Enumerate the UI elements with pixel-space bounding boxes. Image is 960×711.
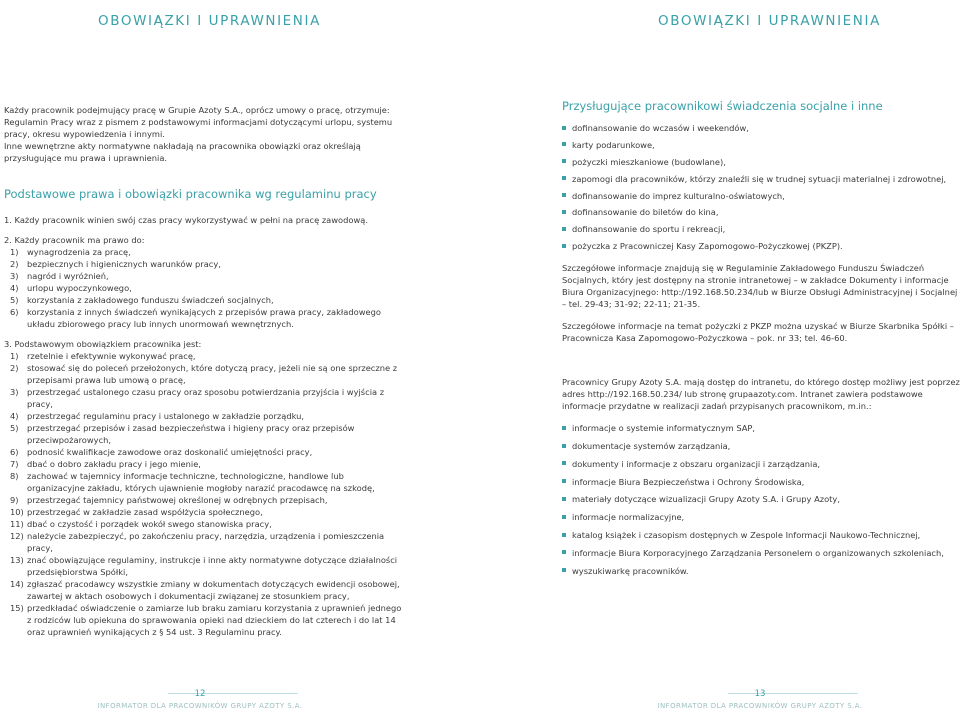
bullet-square-icon — [562, 176, 566, 180]
footer-text: INFORMATOR DLA PRACOWNIKÓW GRUPY AZOTY S.A. — [97, 702, 303, 710]
list-item — [562, 156, 960, 168]
bullet-square-icon — [562, 533, 566, 537]
item-text: dbać o czystość i porządek wokół swego stanowiska pracy, — [27, 519, 272, 529]
item-text: korzystania z zakładowego funduszu świadczeń socjalnych, — [27, 295, 274, 305]
item-text: rzetelnie i efektywnie wykonywać pracę, — [27, 351, 196, 361]
item-text: podnosić kwalifikacje zawodowe oraz doskonalić umiejętności pracy, — [27, 447, 313, 457]
point-2 — [4, 234, 404, 330]
item-number: 12) — [10, 531, 24, 541]
item-number: 6) — [10, 447, 19, 457]
item-number: 5) — [10, 295, 19, 305]
item-text: informacje normalizacyjne, — [572, 512, 685, 523]
point-3 — [4, 338, 404, 638]
intro-paragraph-2: Inne wewnętrzne akty normatywne nakładają na pracownika obowiązki oraz określają przysługujące mu prawa i uprawnienia. — [4, 141, 361, 163]
list-item — [10, 350, 404, 362]
list-item — [10, 294, 404, 306]
left-column — [4, 104, 404, 646]
bullet-square-icon — [562, 126, 566, 130]
list-item — [10, 494, 404, 506]
list-item — [562, 476, 960, 488]
section-title: Podstawowe prawa i obowiązki pracownika wg regulaminu pracy — [4, 187, 377, 201]
list-item — [562, 422, 960, 434]
bullet-square-icon — [562, 244, 566, 248]
item-number: 4) — [10, 283, 19, 293]
item-text: należycie zabezpieczyć, po zakończeniu pracy, narzędzia, urządzenia i pomieszczenia pracy, — [27, 531, 385, 553]
bullet-square-icon — [562, 568, 566, 572]
page-number: 12 — [194, 689, 206, 699]
intro-paragraph-1: Każdy pracownik podejmujący pracę w Grupie Azoty S.A., oprócz umowy o pracę, otrzymuje: Regulamin Pracy wraz z pismem z podstawowymi informacjami dotyczącymi urlopu, systemu pracy, okresu wypowiedzenia i innymi. — [4, 105, 393, 139]
item-number: 2) — [10, 259, 19, 269]
list-item — [562, 493, 960, 505]
item-number: 8) — [10, 471, 19, 481]
list-item — [10, 258, 404, 270]
list-item — [562, 122, 960, 134]
bullet-square-icon — [562, 550, 566, 554]
item-number: 9) — [10, 495, 19, 505]
list-item — [562, 440, 960, 452]
intranet-list — [562, 422, 960, 576]
list-item — [10, 362, 404, 386]
item-text: pożyczki mieszkaniowe (budowlane), — [572, 156, 726, 167]
item-number: 7) — [10, 459, 19, 469]
item-text: nagród i wyróżnień, — [27, 271, 109, 281]
list-item — [10, 270, 404, 282]
item-text: przestrzegać przepisów i zasad bezpieczeństwa i higieny pracy oraz przepisów przeciwpożarowych, — [27, 423, 355, 445]
item-text: wynagrodzenia za pracę, — [27, 247, 131, 257]
item-text: informacje Biura Korporacyjnego Zarządzania Personelem o organizowanych szkoleniach, — [572, 547, 944, 558]
list-item — [10, 506, 404, 518]
item-text: znać obowiązujące regulaminy, instrukcje i inne akty normatywne dotyczące działalności przedsiębiorstwa Spółki, — [27, 555, 398, 577]
item-text: dofinansowanie do imprez kulturalno-oświatowych, — [572, 190, 785, 201]
list-item — [562, 511, 960, 523]
item-text: zgłaszać pracodawcy wszystkie zmiany w dokumentach dotyczących ewidencji osobowej, zawartej w aktach osobowych i dokumentacji związanej ze stosunkiem pracy, — [27, 579, 400, 601]
item-text: zachować w tajemnicy informacje techniczne, technologiczne, handlowe lub organizacyjne zakładu, których ujawnienie mogłoby narazić pracodawcę na szkodę, — [27, 471, 375, 493]
intranet-paragraph: Pracownicy Grupy Azoty S.A. mają dostęp do intranetu, do którego dostęp możliwy jest poprzez adres http://192.168.50.234/ lub stronę grupaazoty.com. Intranet zawiera podstawowe informacje przydatne w realizacji zadań przypisanych pracownikom, m.in.: — [562, 377, 960, 412]
item-text: przestrzegać ustalonego czasu pracy oraz sposobu potwierdzania przyjścia i wyjścia z pracy, — [27, 387, 385, 409]
list-item — [10, 410, 404, 422]
item-text: dofinansowanie do biletów do kina, — [572, 207, 719, 218]
item-text: dofinansowanie do wczasów i weekendów, — [572, 123, 749, 133]
item-text: przedkładać oświadczenie o zamiarze lub braku zamiaru korzystania z uprawnień jednego z rodziców lub opiekuna do sprawowania opieki nad dzieckiem do lat czterech i do lat 14 oraz uprawnień wynikających z § 54 ust. 3 Regulaminu pracy. — [27, 603, 402, 637]
point-2-lead: 2. Każdy pracownik ma prawo do: — [4, 235, 145, 245]
item-number: 2) — [10, 363, 19, 373]
bullet-square-icon — [562, 515, 566, 519]
section-title: Przysługujące pracownikowi świadczenia socjalne i inne — [562, 99, 883, 113]
item-number: 5) — [10, 423, 19, 433]
page-header: OBOWIĄZKI I UPRAWNIENIA — [98, 13, 321, 29]
item-text: pożyczka z Pracowniczej Kasy Zapomogowo-Pożyczkowej (PKZP). — [572, 241, 843, 252]
item-text: bezpiecznych i higienicznych warunków pracy, — [27, 259, 221, 269]
list-item — [562, 547, 960, 559]
bullet-square-icon — [562, 444, 566, 448]
bullet-square-icon — [562, 210, 566, 214]
list-item — [562, 458, 960, 470]
item-text: informacje Biura Bezpieczeństwa i Ochrony Środowiska, — [572, 476, 805, 487]
list-item — [562, 565, 960, 577]
page-number: 13 — [754, 689, 766, 699]
list-item — [10, 246, 404, 258]
list-item — [10, 602, 404, 638]
list-item — [10, 530, 404, 554]
list-item — [10, 518, 404, 530]
item-number: 1) — [10, 247, 19, 257]
item-number: 3) — [10, 271, 19, 281]
bullet-square-icon — [562, 159, 566, 163]
right-column — [562, 100, 960, 582]
list-item — [10, 554, 404, 578]
item-number: 3) — [10, 387, 19, 397]
item-text: wyszukiwarkę pracowników. — [572, 565, 689, 576]
list-item — [10, 446, 404, 458]
info-paragraph-2: Szczegółowe informacje na temat pożyczki z PKZP można uzyskać w Biurze Skarbnika Spółki – Pracownicza Kasa Zapomogowo-Pożyczkowa – pok. nr 33; tel. 46-60. — [562, 321, 954, 344]
list-item — [10, 422, 404, 446]
list-item — [10, 458, 404, 470]
point-3-list — [4, 350, 404, 638]
list-item — [10, 470, 404, 494]
benefits-list — [562, 122, 960, 252]
item-text: stosować się do poleceń przełożonych, które dotyczą pracy, jeżeli nie są one sprzeczne z przepisami prawa lub umową o pracę, — [27, 363, 398, 385]
item-text: dokumenty i informacje z obszaru organizacji i zarządzania, — [572, 458, 821, 469]
list-item — [10, 282, 404, 294]
bullet-square-icon — [562, 479, 566, 483]
list-item — [562, 240, 960, 252]
bullet-square-icon — [562, 497, 566, 501]
item-number: 10) — [10, 507, 24, 517]
item-number: 14) — [10, 579, 24, 589]
info-paragraph-1: Szczegółowe informacje znajdują się w Regulaminie Zakładowego Funduszu Świadczeń Socjalnych, który jest dostępny na stronie intranetowej – w zakładce Dokumenty i informacje Biura Organizacyjnego: http://192.168.50.234/lub w Biurze Obsługi Administracyjnej i Socjalnej – tel. 29-43; 31-92; 22-11; 21-35. — [562, 263, 958, 310]
point-1: 1. Każdy pracownik winien swój czas pracy wykorzystywać w pełni na pracę zawodową. — [4, 215, 368, 225]
item-text: materiały dotyczące wizualizacji Grupy Azoty S.A. i Grupy Azoty, — [572, 494, 840, 505]
bullet-square-icon — [562, 461, 566, 465]
item-text: dokumentacje systemów zarządzania, — [572, 441, 731, 452]
bullet-square-icon — [562, 142, 566, 146]
bullet-square-icon — [562, 193, 566, 197]
item-text: informacje o systemie informatycznym SAP, — [572, 423, 756, 434]
item-text: katalog książek i czasopism dostępnych w Zespole Informacji Naukowo-Technicznej, — [572, 530, 921, 541]
item-number: 4) — [10, 411, 19, 421]
list-item — [10, 306, 404, 330]
item-text: urlopu wypoczynkowego, — [27, 283, 132, 293]
footer-text: INFORMATOR DLA PRACOWNIKÓW GRUPY AZOTY S.A. — [657, 702, 863, 710]
item-text: dofinansowanie do sportu i rekreacji, — [572, 224, 726, 235]
list-item — [562, 206, 960, 218]
right-page — [480, 0, 960, 711]
item-text: przestrzegać regulaminu pracy i ustalonego w zakładzie porządku, — [27, 411, 305, 421]
list-item — [562, 139, 960, 151]
list-item — [562, 223, 960, 235]
item-number: 6) — [10, 307, 19, 317]
item-text: przestrzegać w zakładzie zasad współżycia społecznego, — [27, 507, 263, 517]
item-text: zapomogi dla pracowników, którzy znaleźli się w trudnej sytuacji materialnej i zdrowotnej, — [572, 173, 947, 184]
intro — [4, 104, 404, 164]
list-item — [10, 578, 404, 602]
page-header: OBOWIĄZKI I UPRAWNIENIA — [658, 13, 881, 29]
item-number: 11) — [10, 519, 24, 529]
item-text: dbać o dobro zakładu pracy i jego mienie, — [27, 459, 201, 469]
point-3-lead: 3. Podstawowym obowiązkiem pracownika jest: — [4, 339, 202, 349]
point-2-list — [4, 246, 404, 330]
bullet-square-icon — [562, 227, 566, 231]
item-number: 1) — [10, 351, 19, 361]
item-text: karty podarunkowe, — [572, 139, 655, 150]
list-item — [562, 190, 960, 202]
item-number: 13) — [10, 555, 24, 565]
item-number: 15) — [10, 603, 24, 613]
item-text: przestrzegać tajemnicy państwowej określonej w odrębnych przepisach, — [27, 495, 328, 505]
bullet-square-icon — [562, 426, 566, 430]
list-item — [562, 173, 960, 185]
list-item — [562, 529, 960, 541]
item-text: korzystania z innych świadczeń wynikających z przepisów prawa pracy, zakładowego układu zbiorowego pracy lub innych unormowań wewnętrznych. — [27, 307, 381, 329]
list-item — [10, 386, 404, 410]
